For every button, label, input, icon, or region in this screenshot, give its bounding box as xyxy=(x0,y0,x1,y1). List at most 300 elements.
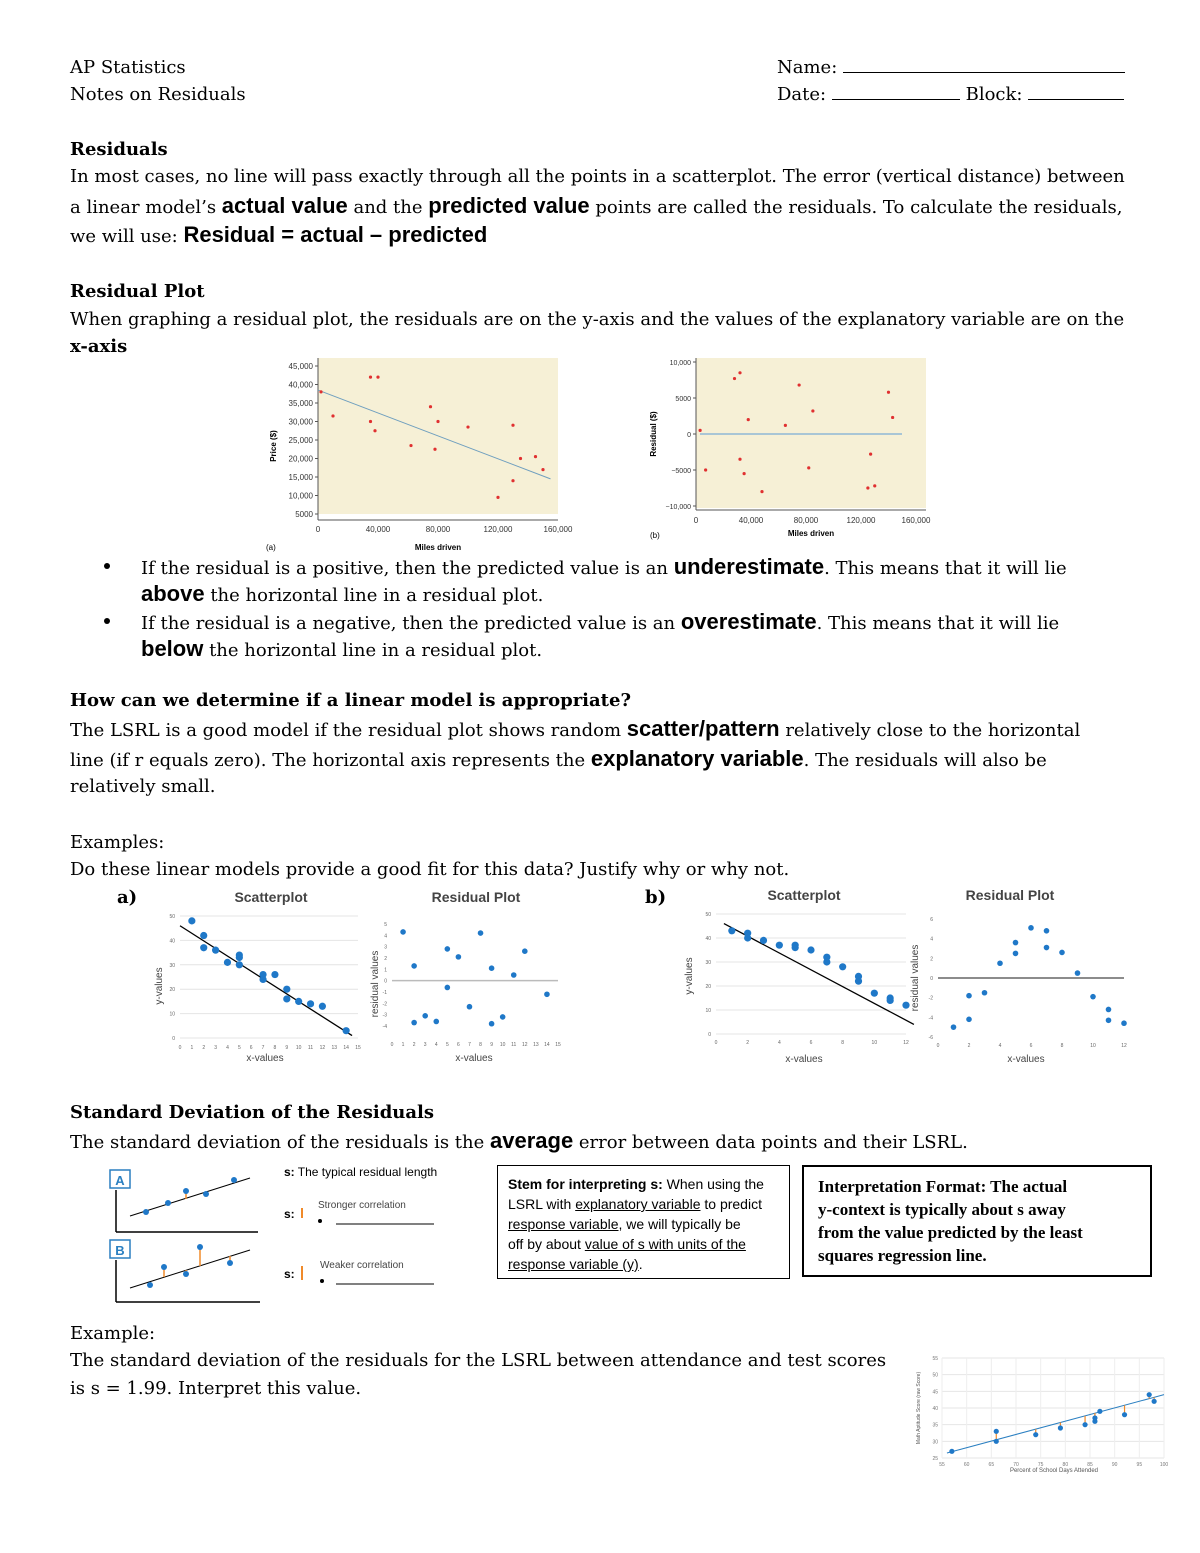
sd-line xyxy=(70,1127,968,1156)
data-point xyxy=(436,420,439,423)
data-point xyxy=(271,971,278,978)
data-point xyxy=(511,424,514,427)
data-point xyxy=(319,390,322,393)
name-blank[interactable] xyxy=(843,54,1125,73)
y-tick-label: 10,000 xyxy=(669,360,691,367)
x-tick-label: 3 xyxy=(214,1045,217,1051)
y-tick-label: -2 xyxy=(928,995,933,1002)
residual-point xyxy=(1013,951,1019,957)
y-tick-label: 5000 xyxy=(295,510,313,519)
residual-point xyxy=(738,371,741,374)
residual-point xyxy=(747,418,750,421)
example-line-1: The standard deviation of the residuals for the LSRL between attendance and test scores xyxy=(70,1350,887,1371)
y-tick-label: 40,000 xyxy=(288,380,313,390)
data-point xyxy=(429,405,432,408)
x-tick-label: 2 xyxy=(202,1045,206,1051)
x-tick-label: 70 xyxy=(1013,1462,1019,1468)
x-tick-label: 10 xyxy=(871,1040,878,1046)
x-tick-label: 2 xyxy=(746,1040,750,1046)
y-tick-label: -4 xyxy=(928,1015,933,1022)
residual-vs-miles-plot xyxy=(646,356,936,542)
data-point xyxy=(1058,1425,1063,1430)
x-tick-label: 15 xyxy=(555,1042,561,1048)
y-tick-label: 25,000 xyxy=(288,436,313,445)
data-point xyxy=(1147,1392,1152,1397)
y-tick-label: 0 xyxy=(930,976,933,982)
x-tick-label: 100 xyxy=(1159,1462,1169,1468)
interp-line-2: y-context is typically about s away xyxy=(818,1200,1066,1219)
course-title: AP Statistics xyxy=(70,57,186,78)
chart-title: Residual Plot xyxy=(965,887,1055,903)
x-tick-label: 10 xyxy=(1090,1043,1096,1049)
residual-point xyxy=(467,1004,473,1010)
x-axis-label: x-values xyxy=(785,1054,823,1065)
figure-tag: (a) xyxy=(266,543,276,552)
data-point xyxy=(259,976,266,983)
data-points xyxy=(188,917,349,1034)
residual-point xyxy=(1013,940,1019,946)
x-tick-label: 75 xyxy=(1037,1462,1044,1468)
residual-point xyxy=(522,948,528,954)
examples-heading: Examples: xyxy=(70,832,165,853)
y-tick-label: 45 xyxy=(932,1389,938,1396)
name-label: Name: xyxy=(777,57,838,78)
residual-point xyxy=(422,1013,428,1019)
example-b-label: b) xyxy=(645,887,667,908)
data-point xyxy=(224,959,231,966)
y-tick-label: 20 xyxy=(169,987,175,994)
y-tick-label: 40 xyxy=(705,936,711,942)
residual-point xyxy=(784,424,787,427)
y-axis-label: Math Aptitude Score (raw Score) xyxy=(916,1371,922,1445)
data-point xyxy=(994,1439,999,1444)
residual-point xyxy=(489,965,495,971)
data-point xyxy=(792,944,799,951)
page-title: Notes on Residuals xyxy=(70,84,246,105)
residual-point xyxy=(951,1024,957,1030)
residual-point xyxy=(966,1017,972,1023)
x-axis-label: x-values xyxy=(1007,1054,1045,1065)
actual-value-term: actual value xyxy=(221,193,348,218)
y-tick-label: 6 xyxy=(930,917,933,923)
y-tick-label: −10,000 xyxy=(665,504,691,511)
x-tick-label: 4 xyxy=(998,1043,1002,1049)
y-tick-label: 25 xyxy=(932,1456,938,1462)
residual-point xyxy=(1059,950,1065,956)
residual-point xyxy=(997,960,1003,966)
appropriate-heading: How can we determine if a linear model is appropriate? xyxy=(70,690,631,711)
data-point xyxy=(161,1264,167,1270)
s-title xyxy=(284,1165,437,1179)
data-point xyxy=(212,947,219,954)
y-axis-label: y-values xyxy=(684,957,695,995)
data-point xyxy=(343,1027,350,1034)
residual-point xyxy=(1044,945,1050,951)
response-variable-blank: response variable xyxy=(508,1216,619,1232)
x-tick-label: 8 xyxy=(273,1045,277,1051)
bullet-dot xyxy=(104,618,110,624)
text-span: . This means that it will lie xyxy=(816,613,1060,634)
x-tick-label: 10 xyxy=(295,1045,302,1051)
s-label-b: s: xyxy=(284,1267,295,1281)
residual-point xyxy=(887,391,890,394)
x-tick-label: 14 xyxy=(544,1042,550,1048)
data-point xyxy=(143,1209,149,1215)
x-tick-label: 14 xyxy=(343,1045,349,1051)
x-tick-labels xyxy=(715,1040,909,1046)
name-field[interactable] xyxy=(777,54,1125,81)
bullet-dot xyxy=(104,563,110,569)
chart-title: Scatterplot xyxy=(767,887,841,903)
data-point xyxy=(519,457,522,460)
text-span: relatively close to the horizontal xyxy=(779,720,1081,741)
x-tick-label: 80,000 xyxy=(425,525,451,534)
panel-a-label: A xyxy=(115,1173,125,1188)
x-tick-label: 9 xyxy=(490,1042,493,1048)
text-span: , we will typically be xyxy=(618,1216,741,1232)
x-tick-label: 90 xyxy=(1111,1462,1118,1468)
data-point xyxy=(887,997,894,1004)
y-tick-label: 10 xyxy=(705,1008,711,1014)
x-tick-labels xyxy=(179,1045,361,1051)
text-span: a linear model’s xyxy=(70,197,222,218)
x-tick-label: 6 xyxy=(249,1045,253,1051)
y-tick-labels xyxy=(289,362,318,519)
data-point xyxy=(183,1271,189,1277)
y-axis-label: Residual ($) xyxy=(649,411,658,457)
y-axis-label: y-values xyxy=(154,967,165,1005)
residuals-line-1: In most cases, no line will pass exactly through all the points in a scatterplot. The error (vertical distance) between xyxy=(70,166,1125,187)
above-term: above xyxy=(141,581,205,606)
text-span: points are called the residuals. To calculate the residuals, xyxy=(589,197,1123,218)
x-tick-label: 0 xyxy=(714,1040,718,1046)
below-term: below xyxy=(141,636,204,661)
data-point xyxy=(283,995,290,1002)
y-tick-label: -4 xyxy=(382,1024,387,1030)
x-tick-label: 40,000 xyxy=(365,525,391,534)
y-tick-label: 1 xyxy=(384,967,387,974)
text-span: the horizontal line in a residual plot. xyxy=(204,585,544,606)
stronger-label: Stronger correlation xyxy=(318,1200,406,1211)
x-tick-label: 2 xyxy=(412,1042,416,1048)
gridlines xyxy=(942,1358,1164,1458)
data-point xyxy=(197,1244,203,1250)
data-point xyxy=(331,414,334,417)
y-tick-label: 4 xyxy=(384,933,387,940)
x-tick-label: 5 xyxy=(237,1045,241,1051)
y-tick-label: 50 xyxy=(932,1372,938,1379)
data-point xyxy=(1097,1409,1102,1414)
example-b-scatterplot xyxy=(680,884,920,1068)
data-point xyxy=(147,1282,153,1288)
y-tick-label: -3 xyxy=(382,1012,387,1019)
example-line-2: is s = 1.99. Interpret this value. xyxy=(70,1378,362,1399)
regression-line xyxy=(724,924,914,1025)
x-tick-label: 0 xyxy=(178,1045,182,1051)
chart-title: Residual Plot xyxy=(431,889,521,905)
x-tick-label: 6 xyxy=(457,1042,460,1048)
data-point xyxy=(236,954,243,961)
x-tick-labels xyxy=(937,1043,1127,1049)
residual-point xyxy=(699,429,702,432)
figure-tag: (b) xyxy=(650,531,660,540)
date-label: Date: xyxy=(777,84,827,105)
data-point xyxy=(1082,1422,1087,1427)
data-point xyxy=(1092,1419,1097,1424)
y-tick-labels xyxy=(666,360,697,511)
y-tick-label: 3 xyxy=(384,944,387,951)
x-tick-label: 15 xyxy=(355,1045,361,1051)
panel-b-label: B xyxy=(115,1243,125,1258)
residual-point xyxy=(456,954,462,960)
response-units-blank: response variable (y) xyxy=(508,1256,639,1272)
y-tick-label: 55 xyxy=(932,1356,938,1362)
x-tick-label: 160,000 xyxy=(543,525,573,534)
text-span: we will use: xyxy=(70,226,184,247)
residuals-heading: Residuals xyxy=(70,139,168,160)
y-axis-label: residual values xyxy=(910,944,921,1012)
date-block-field xyxy=(777,81,1124,108)
data-point xyxy=(511,479,514,482)
data-point xyxy=(369,420,372,423)
residual-point xyxy=(489,1021,495,1027)
text-span: the horizontal line in a residual plot. xyxy=(203,640,543,661)
examples-question: Do these linear models provide a good fit for this data? Justify why or why not. xyxy=(70,859,790,880)
bullet-1-line-2 xyxy=(141,580,543,609)
residual-point xyxy=(1106,1017,1112,1023)
residual-point xyxy=(544,991,550,997)
y-tick-labels xyxy=(705,912,711,1038)
y-tick-label: 30 xyxy=(169,962,175,969)
text-span: line (if r equals zero). The horizontal axis represents the xyxy=(70,750,591,771)
x-tick-label: 0 xyxy=(390,1042,394,1048)
stem-line-3 xyxy=(508,1214,779,1234)
attendance-scores-chart xyxy=(912,1350,1174,1478)
value-of-s-blank: value of s with units of the xyxy=(584,1236,746,1252)
data-point xyxy=(183,1188,189,1194)
example-a-residual-plot xyxy=(366,886,564,1066)
underestimate-term: underestimate xyxy=(673,554,825,579)
x-tick-label: 8 xyxy=(1060,1043,1064,1049)
bullet-dot xyxy=(318,1219,322,1223)
data-point xyxy=(283,986,290,993)
residual-point xyxy=(445,985,451,991)
text-span: to predict xyxy=(700,1196,762,1212)
y-tick-label: 10 xyxy=(169,1011,175,1018)
y-tick-label: 0 xyxy=(384,978,387,985)
residual-point xyxy=(478,930,484,936)
residual-point xyxy=(807,466,810,469)
residual-point xyxy=(433,1019,439,1025)
x-tick-label: 12 xyxy=(1121,1043,1127,1049)
y-tick-label: 45,000 xyxy=(288,362,313,371)
data-point xyxy=(855,978,862,985)
data-point xyxy=(466,425,469,428)
stem-line-4 xyxy=(508,1234,779,1254)
data-point xyxy=(1122,1412,1127,1417)
x-tick-label: 11 xyxy=(307,1045,314,1051)
x-tick-label: 95 xyxy=(1136,1462,1143,1468)
x-tick-label: 1 xyxy=(401,1042,405,1048)
bullet-2-line-2 xyxy=(141,635,542,664)
y-tick-label: 5 xyxy=(384,922,387,928)
x-tick-label: 13 xyxy=(331,1045,338,1051)
data-point xyxy=(541,468,544,471)
data-point xyxy=(200,944,207,951)
y-tick-label: 35 xyxy=(932,1422,938,1429)
y-tick-label: 2 xyxy=(384,956,387,962)
y-tick-label: 35,000 xyxy=(288,399,313,408)
x-tick-label: 2 xyxy=(967,1043,971,1049)
data-point xyxy=(376,376,379,379)
x-tick-label: 4 xyxy=(434,1042,438,1048)
weaker-label: Weaker correlation xyxy=(320,1260,404,1271)
data-point xyxy=(203,1191,209,1197)
residual-point xyxy=(798,383,801,386)
x-axis-label: x-values xyxy=(455,1053,493,1064)
explanatory-variable-blank: explanatory variable xyxy=(575,1196,701,1212)
y-tick-label: 0 xyxy=(687,432,691,439)
x-tick-label: 1 xyxy=(190,1045,194,1051)
bullet-dot xyxy=(320,1279,324,1283)
data-point xyxy=(823,958,830,965)
residual-plot-line-1: When graphing a residual plot, the residuals are on the y-axis and the values of the explanatory variable are on the xyxy=(70,309,1125,330)
data-point xyxy=(760,937,767,944)
x-tick-label: 3 xyxy=(423,1042,427,1048)
x-tick-label: 10 xyxy=(499,1042,506,1048)
data-point xyxy=(409,444,412,447)
stem-box xyxy=(497,1165,790,1279)
price-vs-miles-scatterplot xyxy=(262,356,573,554)
residual-point xyxy=(733,377,736,380)
x-tick-labels xyxy=(316,525,573,534)
data-point xyxy=(1033,1432,1038,1437)
text-span: If the residual is a positive, then the predicted value is an xyxy=(141,558,674,579)
residuals-line-2 xyxy=(70,192,1122,221)
x-tick-label: 160,000 xyxy=(901,516,931,525)
interp-line-3: from the value predicted by the least xyxy=(818,1223,1083,1242)
x-tick-label: 85 xyxy=(1087,1462,1093,1468)
residual-point xyxy=(743,472,746,475)
example-heading: Example: xyxy=(70,1323,156,1344)
data-point xyxy=(165,1200,171,1206)
residual-points xyxy=(400,929,549,1026)
appropriate-line-3: relatively small. xyxy=(70,776,216,797)
chart-title: Scatterplot xyxy=(234,889,308,905)
stem-line-1 xyxy=(508,1174,779,1194)
data-point xyxy=(319,1003,326,1010)
data-point xyxy=(949,1449,954,1454)
residual-point xyxy=(982,990,988,996)
scatter-pattern-term: scatter/pattern xyxy=(626,716,780,741)
residual-point xyxy=(1075,970,1081,976)
residual-length-diagram xyxy=(108,1160,468,1306)
y-tick-label: −5000 xyxy=(671,468,691,475)
appropriate-line-2 xyxy=(70,745,1047,774)
x-tick-label: 80,000 xyxy=(793,516,819,525)
residual-point xyxy=(1121,1020,1127,1026)
x-tick-labels xyxy=(391,1042,561,1048)
residual-point xyxy=(1090,994,1096,1000)
x-tick-label: 60 xyxy=(963,1462,970,1468)
x-tick-label: 55 xyxy=(939,1462,945,1468)
y-tick-labels xyxy=(932,1356,938,1462)
residual-point xyxy=(738,458,741,461)
x-tick-label: 0 xyxy=(693,516,699,525)
panel-b-points xyxy=(147,1244,233,1288)
y-tick-label: 20 xyxy=(705,984,711,990)
predicted-value-term: predicted value xyxy=(428,193,590,218)
block-label: Block: xyxy=(965,84,1023,105)
text-span: When using the xyxy=(662,1176,764,1192)
x-tick-label: 4 xyxy=(226,1045,229,1051)
x-tick-label: 0 xyxy=(315,525,321,534)
block-blank[interactable] xyxy=(1028,81,1124,100)
bullet-1-line-1 xyxy=(141,553,1067,582)
y-tick-label: -6 xyxy=(928,1035,933,1041)
residual-point xyxy=(445,946,451,952)
y-tick-label: 0 xyxy=(708,1032,711,1038)
x-tick-label: 6 xyxy=(809,1040,813,1046)
residuals-line-3 xyxy=(70,221,487,250)
text-span: and the xyxy=(347,197,429,218)
average-term: average xyxy=(490,1128,574,1153)
y-tick-label: 5000 xyxy=(675,396,691,403)
y-tick-label: 30,000 xyxy=(288,417,313,427)
x-tick-label: 80 xyxy=(1062,1462,1069,1468)
example-a-scatterplot xyxy=(150,886,368,1066)
interp-line-1: Interpretation Format: The actual xyxy=(818,1177,1068,1196)
residual-point xyxy=(811,409,814,412)
data-point xyxy=(807,946,814,953)
appropriate-line-1 xyxy=(70,715,1080,744)
data-points xyxy=(949,1392,1156,1454)
data-point xyxy=(839,963,846,970)
residual-point xyxy=(511,972,517,978)
date-blank[interactable] xyxy=(832,81,960,100)
data-point xyxy=(188,917,195,924)
text-span: . xyxy=(638,1256,643,1272)
residual-point xyxy=(411,963,417,969)
y-tick-label: -1 xyxy=(382,990,387,996)
interpretation-format-box xyxy=(802,1165,1152,1277)
sd-heading: Standard Deviation of the Residuals xyxy=(70,1102,435,1123)
y-axis-label: residual values xyxy=(370,950,381,1018)
data-point xyxy=(994,1429,999,1434)
residual-point xyxy=(500,1014,506,1020)
s-title-text: The typical residual length xyxy=(294,1165,438,1179)
text-span: . The residuals will also be xyxy=(803,750,1047,771)
data-point xyxy=(433,448,436,451)
bullet-2-line-1 xyxy=(141,608,1059,637)
x-tick-label: 8 xyxy=(479,1042,482,1048)
data-point xyxy=(369,376,372,379)
data-point xyxy=(776,942,783,949)
data-point xyxy=(534,455,537,458)
x-tick-label: 40,000 xyxy=(738,516,764,525)
y-tick-label: 50 xyxy=(705,912,711,918)
x-tick-label: 12 xyxy=(319,1045,326,1051)
s-symbol: s: xyxy=(284,1165,295,1179)
x-tick-label: 13 xyxy=(533,1042,539,1048)
example-b-residual-plot xyxy=(902,884,1132,1068)
data-point xyxy=(871,990,878,997)
y-tick-labels xyxy=(383,922,388,1030)
data-point xyxy=(236,961,243,968)
x-axis-label: Miles driven xyxy=(787,529,835,538)
data-point xyxy=(373,429,376,432)
y-tick-label: 10,000 xyxy=(288,491,313,501)
